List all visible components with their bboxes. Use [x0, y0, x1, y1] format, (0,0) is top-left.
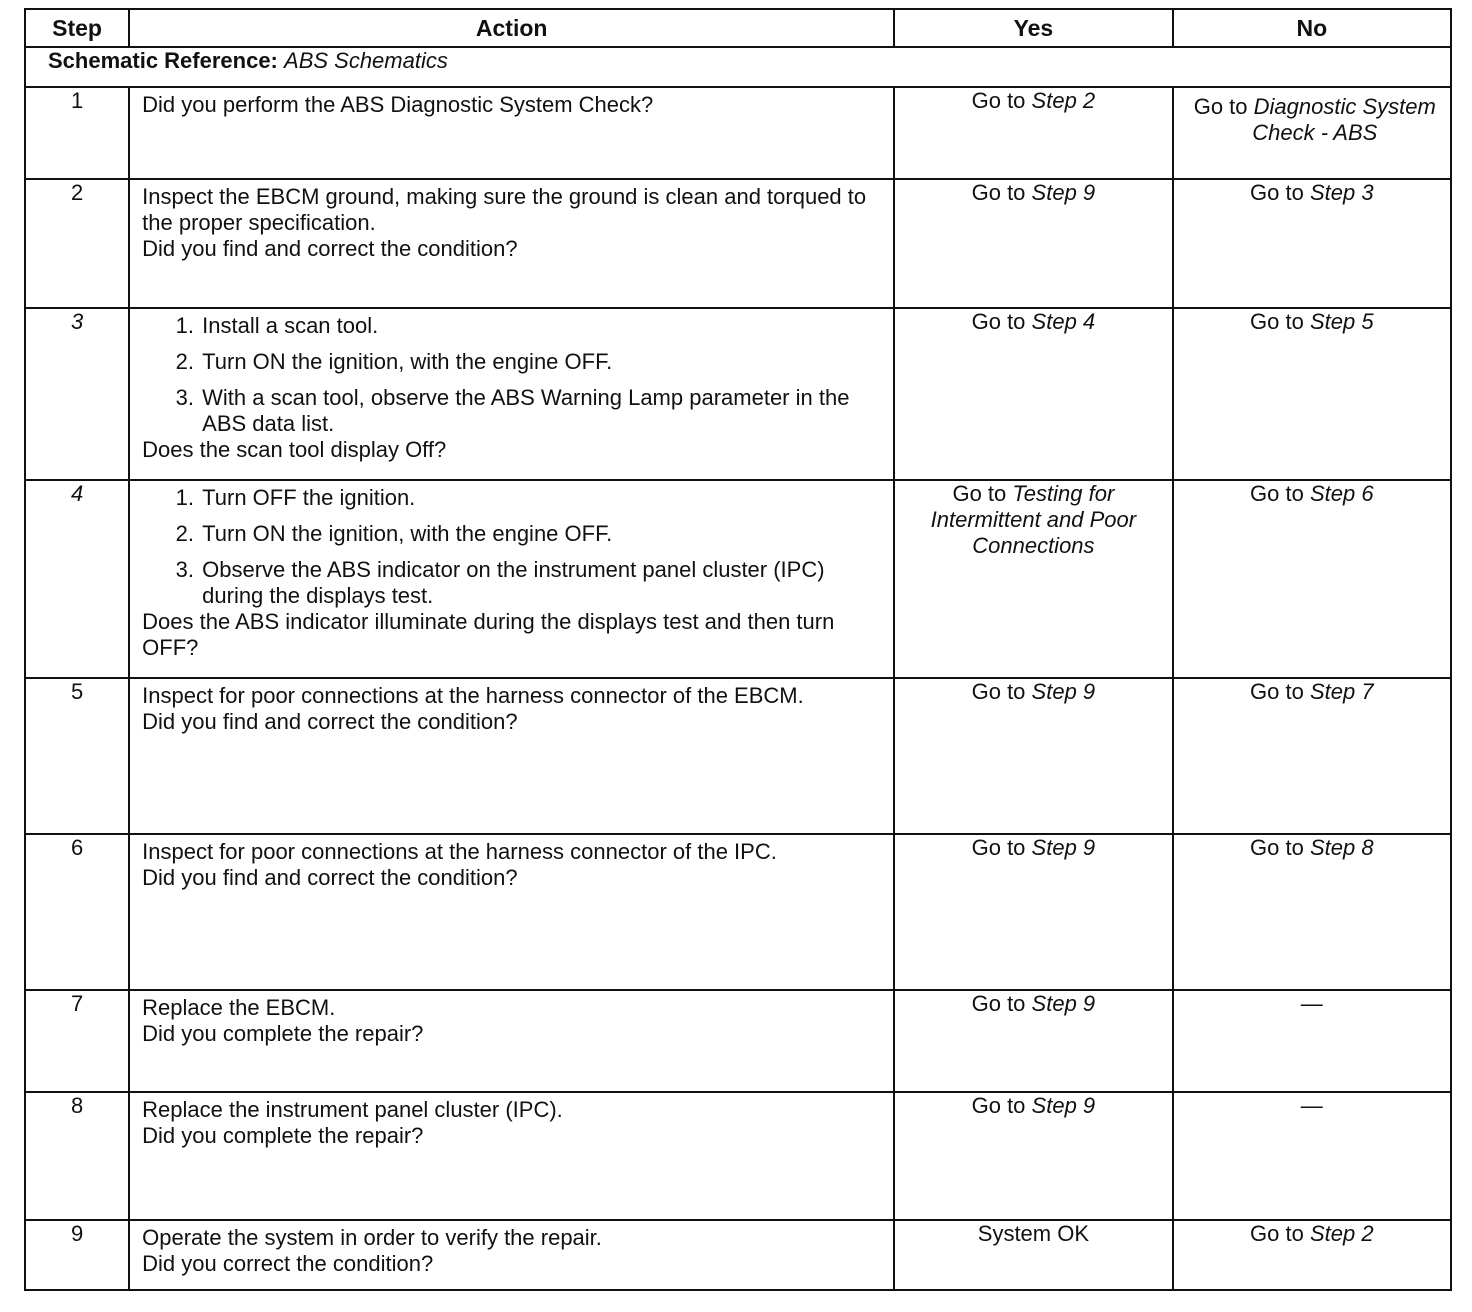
step-number: 7	[25, 990, 129, 1092]
list-item: 3. With a scan tool, observe the ABS Warning Lamp parameter in the ABS data list.	[200, 385, 883, 437]
step-number: 6	[25, 834, 129, 990]
no-cell	[1173, 1092, 1451, 1220]
step-number: 5	[25, 678, 129, 834]
yes-cell	[894, 1220, 1172, 1290]
no-link[interactable]: Step 8	[1309, 835, 1374, 860]
yes-link[interactable]: Step 9	[1031, 1093, 1096, 1118]
yes-cell	[894, 1092, 1172, 1220]
header-no: No	[1173, 9, 1451, 47]
action-cell	[129, 990, 894, 1092]
action-question: Did you perform the ABS Diagnostic System Check?	[142, 92, 654, 117]
header-step: Step	[25, 9, 129, 47]
list-item: 3. Observe the ABS indicator on the instrument panel cluster (IPC) during the displays test.	[200, 557, 883, 609]
table-row	[25, 480, 1451, 678]
yes-link[interactable]: Step 4	[1031, 309, 1096, 334]
yes-link[interactable]: Step 2	[1031, 88, 1096, 113]
action-cell	[129, 87, 894, 179]
table-row	[25, 1220, 1451, 1290]
schematic-reference-row	[25, 47, 1451, 87]
no-prefix: Go to	[1193, 94, 1248, 119]
action-instruction: Inspect for poor connections at the harness connector of the IPC.	[142, 839, 777, 864]
schematic-reference-link[interactable]: ABS Schematics	[284, 48, 448, 73]
action-cell	[129, 179, 894, 308]
no-prefix: Go to	[1250, 1221, 1304, 1246]
yes-result: System OK	[977, 1221, 1090, 1246]
no-cell	[1173, 1220, 1451, 1290]
table-row	[25, 1092, 1451, 1220]
yes-prefix: Go to	[971, 835, 1026, 860]
action-cell	[129, 1220, 894, 1290]
no-cell	[1173, 678, 1451, 834]
yes-cell	[894, 990, 1172, 1092]
no-cell	[1173, 179, 1451, 308]
no-prefix: Go to	[1250, 835, 1304, 860]
no-link[interactable]: Diagnostic System Check - ABS	[1252, 94, 1436, 145]
action-cell	[129, 1092, 894, 1220]
no-prefix: Go to	[1250, 481, 1304, 506]
no-link[interactable]: Step 2	[1309, 1221, 1374, 1246]
action-steps-list	[142, 485, 883, 609]
no-cell	[1173, 87, 1451, 179]
table-row	[25, 87, 1451, 179]
no-prefix: Go to	[1250, 180, 1304, 205]
yes-prefix: Go to	[952, 481, 1007, 506]
step-number: 1	[25, 87, 129, 179]
yes-cell	[894, 308, 1172, 480]
action-instruction: Replace the EBCM.	[142, 995, 336, 1020]
table-row	[25, 308, 1451, 480]
diagnostic-table	[24, 8, 1452, 1291]
list-item: 2. Turn ON the ignition, with the engine OFF.	[200, 521, 883, 547]
no-cell	[1173, 308, 1451, 480]
yes-cell	[894, 87, 1172, 179]
action-cell	[129, 308, 894, 480]
table-row	[25, 179, 1451, 308]
no-link[interactable]: Step 6	[1309, 481, 1374, 506]
action-cell	[129, 678, 894, 834]
table-row	[25, 834, 1451, 990]
header-action: Action	[129, 9, 894, 47]
yes-cell	[894, 480, 1172, 678]
action-question: Did you complete the repair?	[142, 1021, 424, 1046]
no-cell	[1173, 834, 1451, 990]
no-cell	[1173, 480, 1451, 678]
no-prefix: Go to	[1250, 309, 1304, 334]
action-instruction: Inspect for poor connections at the harness connector of the EBCM.	[142, 683, 804, 708]
no-link[interactable]: Step 5	[1309, 309, 1374, 334]
yes-cell	[894, 179, 1172, 308]
yes-link[interactable]: Testing for Intermittent and Poor Connections	[930, 481, 1137, 558]
header-row	[25, 9, 1451, 47]
action-question: Did you find and correct the condition?	[142, 236, 518, 261]
table-row	[25, 678, 1451, 834]
list-item: 2. Turn ON the ignition, with the engine OFF.	[200, 349, 883, 375]
action-cell	[129, 480, 894, 678]
yes-cell	[894, 834, 1172, 990]
schematic-reference	[25, 47, 1451, 87]
action-instruction: Operate the system in order to verify the repair.	[142, 1225, 602, 1250]
no-prefix: Go to	[1250, 679, 1304, 704]
table-row	[25, 990, 1451, 1092]
yes-link[interactable]: Step 9	[1031, 991, 1096, 1016]
step-number: 8	[25, 1092, 129, 1220]
action-question: Did you complete the repair?	[142, 1123, 424, 1148]
action-steps-list	[142, 313, 883, 437]
action-instruction: Replace the instrument panel cluster (IPC).	[142, 1097, 563, 1122]
yes-prefix: Go to	[971, 991, 1026, 1016]
yes-prefix: Go to	[971, 180, 1026, 205]
step-number: 2	[25, 179, 129, 308]
no-dash: —	[1300, 1093, 1323, 1118]
yes-prefix: Go to	[971, 88, 1026, 113]
no-link[interactable]: Step 7	[1309, 679, 1374, 704]
no-link[interactable]: Step 3	[1309, 180, 1374, 205]
yes-link[interactable]: Step 9	[1031, 180, 1096, 205]
header-yes: Yes	[894, 9, 1172, 47]
yes-prefix: Go to	[971, 309, 1026, 334]
yes-prefix: Go to	[971, 1093, 1026, 1118]
list-item: 1. Install a scan tool.	[200, 313, 883, 339]
yes-cell	[894, 678, 1172, 834]
action-question: Did you find and correct the condition?	[142, 865, 518, 890]
schematic-reference-label: Schematic Reference:	[48, 48, 278, 73]
action-question: Did you find and correct the condition?	[142, 709, 518, 734]
no-dash: —	[1300, 991, 1323, 1016]
action-cell	[129, 834, 894, 990]
yes-link[interactable]: Step 9	[1031, 679, 1096, 704]
yes-link[interactable]: Step 9	[1031, 835, 1096, 860]
step-number: 9	[25, 1220, 129, 1290]
action-question: Does the scan tool display Off?	[142, 437, 447, 462]
no-cell	[1173, 990, 1451, 1092]
step-number: 4	[25, 480, 129, 678]
action-question: Does the ABS indicator illuminate during the displays test and then turn OFF?	[142, 609, 835, 660]
step-number: 3	[25, 308, 129, 480]
action-question: Did you correct the condition?	[142, 1251, 434, 1276]
yes-prefix: Go to	[971, 679, 1026, 704]
action-instruction: Inspect the EBCM ground, making sure the ground is clean and torqued to the proper specification.	[142, 184, 867, 235]
list-item: 1. Turn OFF the ignition.	[200, 485, 883, 511]
